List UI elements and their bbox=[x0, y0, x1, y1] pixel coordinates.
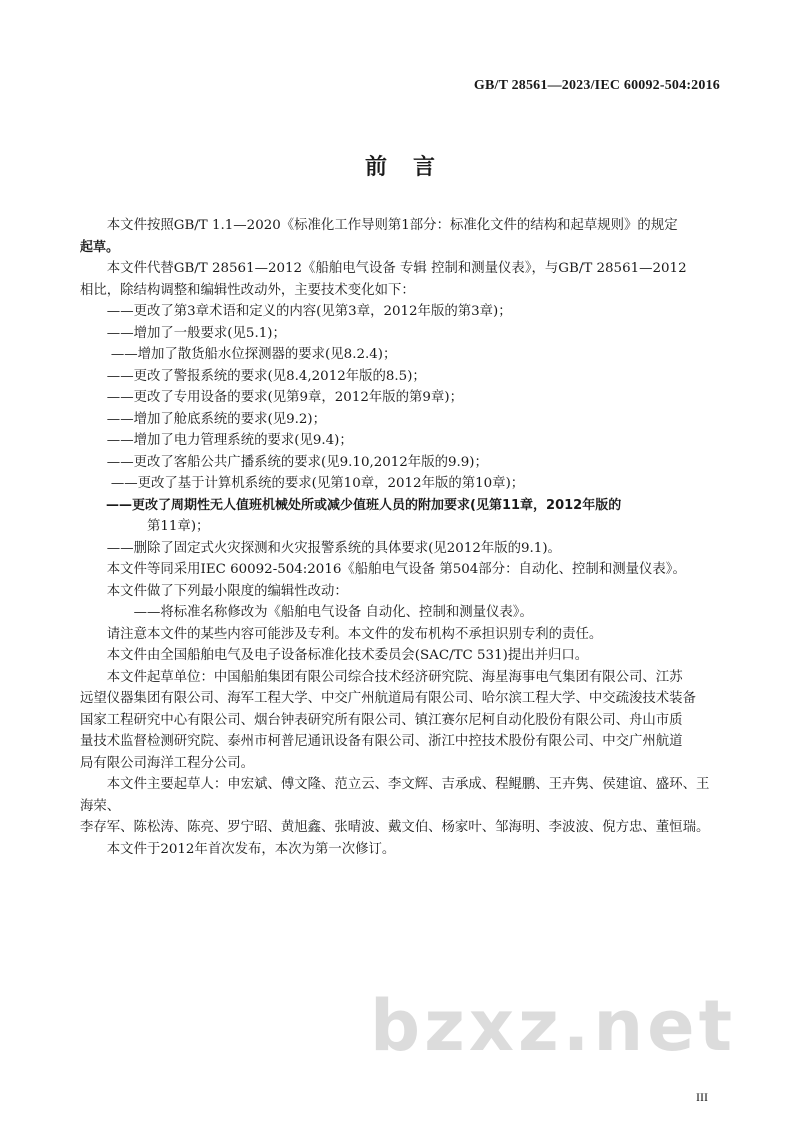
drafting-units-line: 国家工程研究中心有限公司、烟台钟表研究所有限公司、镇江赛尔尼柯自动化股份有限公司、舟山市质 bbox=[80, 712, 683, 728]
change-item-bold-cont: 第11章)； bbox=[147, 519, 210, 534]
paragraph-equivalence: 本文件等同采用IEC 60092-504:2016《船舶电气设备 第504部分：自动化、控制和测量仪表》。 bbox=[106, 562, 686, 577]
watermark: bzxz.net bbox=[370, 985, 737, 1067]
drafters-line: 李存军、陈松涛、陈亮、罗宁昭、黄旭鑫、张晴波、戴文伯、杨家叶、邹海明、李波波、倪方忠、董恒瑞。 bbox=[80, 820, 710, 835]
paragraph-replaces-cont: 相比，除结构调整和编辑性改动外，主要技术变化如下： bbox=[80, 282, 415, 298]
drafting-units-line: 远望仪器集团有限公司、海军工程大学、中交广州航道局有限公司、哈尔滨工程大学、中交疏浚技术装备 bbox=[80, 691, 696, 706]
standard-number: GB/T 28561—2023/IEC 60092-504:2016 bbox=[473, 78, 720, 93]
change-item: ——更改了专用设备的要求(见第9章，2012年版的第9章)； bbox=[106, 390, 463, 405]
paragraph-proposer: 本文件由全国船舶电气及电子设备标准化技术委员会(SAC/TC 531)提出并归口。 bbox=[106, 648, 589, 663]
drafters-line: 本文件主要起草人：申宏斌、傅文隆、范立云、李文辉、吉承成、程鲲鹏、王卉隽、侯建谊、盛环、王海荣、 bbox=[80, 777, 710, 814]
paragraph-basis: 本文件按照GB/T 1.1—2020《标准化工作导则第1部分：标准化文件的结构和起草规则》的规定 bbox=[106, 218, 678, 233]
change-item: ——更改了客船公共广播系统的要求(见9.10,2012年版的9.9)； bbox=[106, 454, 488, 470]
page-title: 前言 bbox=[364, 155, 461, 180]
change-item: ——增加了舱底系统的要求(见9.2)； bbox=[106, 411, 327, 427]
drafting-units-line: 局有限公司海洋工程分公司。 bbox=[80, 755, 255, 771]
paragraph-replaces: 本文件代替GB/T 28561—2012《船舶电气设备 专辑 控制和测量仪表》，与GB/T 28561—2012 bbox=[106, 261, 687, 276]
drafting-units-line: 量技术监督检测研究院、泰州市柯普尼通讯设备有限公司、浙江中控技术股份有限公司、中交广州航道 bbox=[80, 734, 683, 749]
change-item: ——删除了固定式火灾探测和火灾报警系统的具体要求(见2012年版的9.1)。 bbox=[106, 540, 561, 556]
preface-body bbox=[80, 215, 720, 860]
paragraph-history: 本文件于2012年首次发布，本次为第一次修订。 bbox=[106, 841, 396, 857]
change-item: ——更改了第3章术语和定义的内容(见第3章，2012年版的第3章)； bbox=[106, 304, 512, 319]
paragraph-basis-cont: 起草。 bbox=[80, 239, 120, 255]
editorial-item: ——将标准名称修改为《船舶电气设备 自动化、控制和测量仪表》。 bbox=[133, 605, 533, 620]
change-item-bold: ——更改了周期性无人值班机械处所或减少值班人员的附加要求(见第11章，2012年版的 bbox=[106, 497, 622, 513]
drafting-units-line: 本文件起草单位：中国船舶集团有限公司综合技术经济研究院、海星海事电气集团有限公司、江苏 bbox=[106, 669, 683, 685]
paragraph-editorial-intro: 本文件做了下列最小限度的编辑性改动： bbox=[106, 583, 348, 599]
change-item: ——增加了一般要求(见5.1)； bbox=[106, 325, 286, 341]
page-number: III bbox=[696, 1090, 708, 1104]
change-item: ——增加了电力管理系统的要求(见9.4)； bbox=[106, 433, 353, 448]
change-item: ——更改了警报系统的要求(见8.4,2012年版的8.5)； bbox=[106, 368, 426, 384]
paragraph-patent: 请注意本文件的某些内容可能涉及专利。本文件的发布机构不承担识别专利的责任。 bbox=[106, 626, 603, 642]
change-item: ——增加了散货船水位探测器的要求(见8.2.4)； bbox=[110, 347, 397, 362]
change-item: ——更改了基于计算机系统的要求(见第10章，2012年版的第10章)； bbox=[110, 476, 525, 491]
